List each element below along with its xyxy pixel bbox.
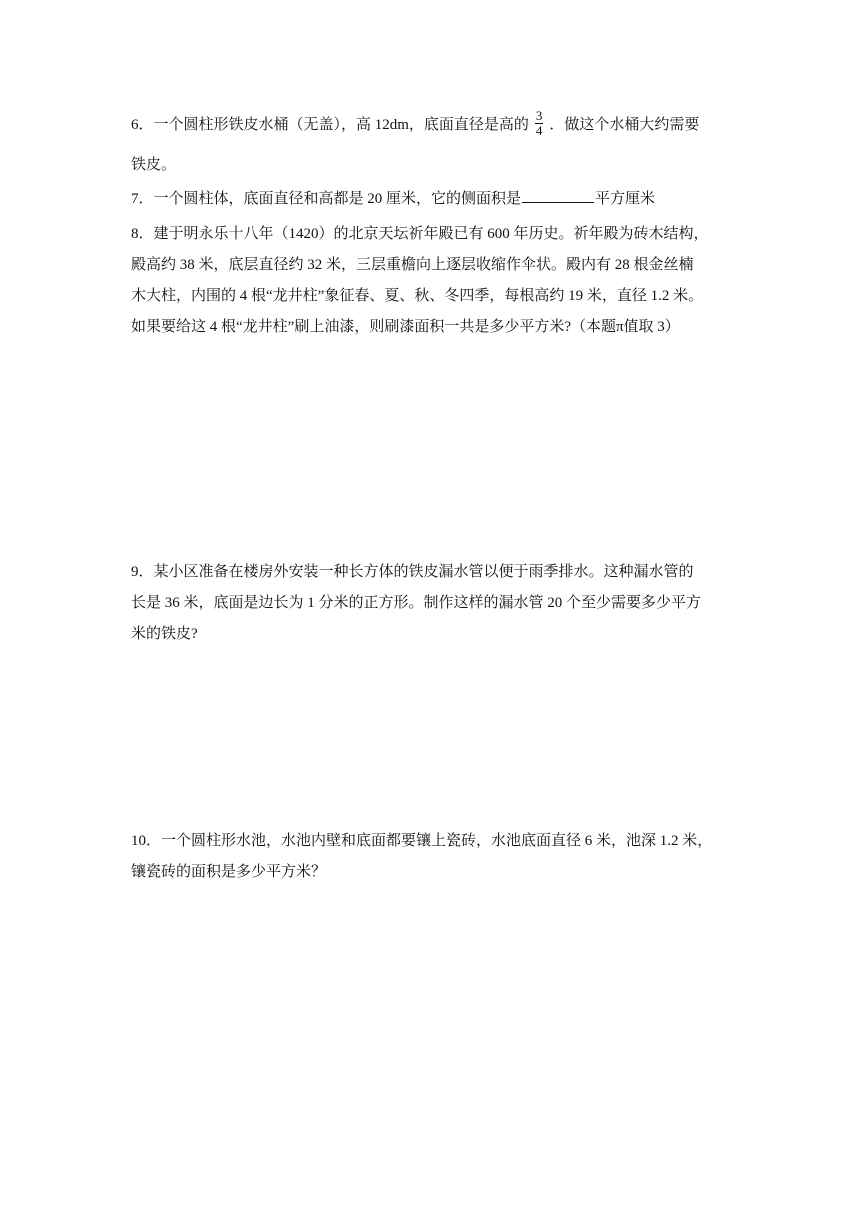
question-9 [131,557,731,650]
question-6-text-part1: 6．一个圆柱形铁皮水桶（无盖），高 12dm，底面直径是高的 [131,117,529,133]
fraction-numerator: 3 [535,108,543,124]
question-8-line-1: 8．建于明永乐十八年（1420）的北京天坛祈年殿已有 600 年历史。祈年殿为砖木结构， [131,226,709,242]
question-8-line-3: 木大柱，内围的 4 根“龙井柱”象征春、夏、秋、冬四季，每根高约 19 米，直径 1.2 米。 [131,288,704,304]
answer-blank[interactable] [522,187,594,203]
fraction-three-quarters [535,109,544,138]
question-9-line-1: 9．某小区准备在楼房外安装一种长方体的铁皮漏水管以便于雨季排水。这种漏水管的 [131,564,694,580]
question-6-text-part2: ．做这个水桶大约需要 [549,117,700,133]
question-9-line-2: 长是 36 米，底面是边长为 1 分米的正方形。制作这样的漏水管 20 个至少需要多少平方 [131,595,702,611]
question-10-line-1: 10．一个圆柱形水池，水池内壁和底面都要镶上瓷砖，水池底面直径 6 米，池深 1.2 米， [131,833,713,849]
question-6-line-1 [131,110,731,141]
question-6-line-2: 铁皮。 [131,157,177,173]
question-8-line-2: 殿高约 38 米，底层直径约 32 米，三层重檐向上逐层收缩作伞状。殿内有 28 根金丝楠 [131,257,694,273]
question-10-line-2: 镶瓷砖的面积是多少平方米？ [131,864,327,880]
question-10 [131,826,731,888]
question-8 [131,219,731,343]
question-7-line [131,184,731,215]
question-9-line-3: 米的铁皮? [131,626,198,642]
question-6 [131,110,731,181]
question-7 [131,184,731,215]
question-7-text-part1: 7．一个圆柱体，底面直径和高都是 20 厘米，它的侧面积是 [131,191,522,207]
fraction-denominator: 4 [535,123,543,139]
question-7-text-part2: 平方厘米 [595,191,656,207]
question-8-line-4: 如果要给这 4 根“龙井柱”刷上油漆，则刷漆面积一共是多少平方米?（本题π值取 3） [131,319,680,335]
